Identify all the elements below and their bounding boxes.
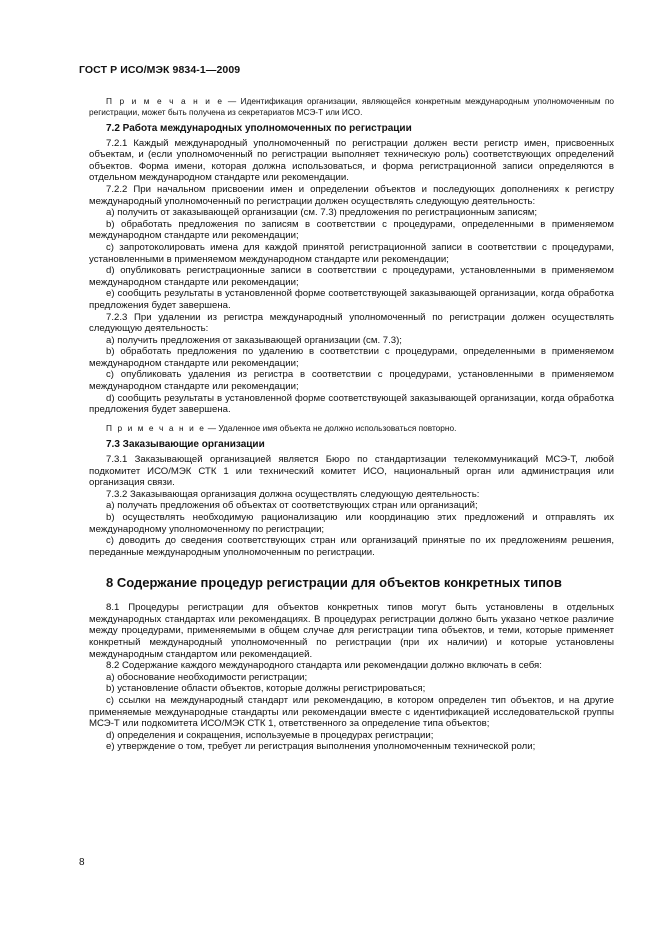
list-item: c) запротоколировать имена для каждой принятой регистрационной записи в соответствии с процедурами, установленными в применяемом международном стандарте или рекомендации; xyxy=(89,241,614,265)
list-item: a) обоснование необходимости регистрации; xyxy=(106,671,308,683)
list-item: b) установление области объектов, которые должны регистрироваться; xyxy=(106,683,426,695)
list-item: e) сообщить результаты в установленной форме соответствующей заказывающей организации, когда обработка предложения будет завершена. xyxy=(89,288,614,311)
list-item: d) опубликовать регистрационные записи в соответствии с процедурами, установленными в применяемом международном стандарте или рекомендации; xyxy=(89,265,614,288)
list-item: a) получить предложения от заказывающей организации (см. 7.3); xyxy=(106,334,402,346)
document-body xyxy=(89,96,614,753)
list-item: b) осуществлять необходимую рационализацию или координацию этих предложений и отправлять их международному уполномоченному по регистрации; xyxy=(89,511,614,535)
note-label: П р и м е ч а н и е xyxy=(106,422,206,433)
list-item: d) определения и сокращения, используемые в процедурах регистрации; xyxy=(106,729,434,741)
list-item: d) сообщить результаты в установленной форме соответствующей заказывающей организации, когда обработка предложения будет завершена. xyxy=(89,392,614,416)
paragraph-8-2: 8.2 Содержание каждого международного стандарта или рекомендации должно включать в себя: xyxy=(106,660,542,672)
section-heading-8: 8 Содержание процедур регистрации для объектов конкретных типов xyxy=(106,575,562,591)
note-label: П р и м е ч а н и е xyxy=(106,96,224,106)
note-deletion xyxy=(89,423,614,434)
document-header: ГОСТ Р ИСО/МЭК 9834-1—2009 xyxy=(79,64,241,76)
list-item: c) ссылки на международный стандарт или рекомендацию, в котором определен тип объектов, и на другие применяемые международные стандарты или рекомендации вместе с идентификацией исследовательской группы МСЭ-Т или подкомитета ИСО/МЭК СТК 1, ответственного за определение типа объектов; xyxy=(89,695,614,730)
note-identification xyxy=(89,96,614,117)
note-text: — Идентификация организации, являющейся конкретным международным уполномоченным по регистрации, может быть получена из секретариатов МСЭ-Т или ИСО. xyxy=(89,96,614,117)
list-item: a) получить от заказывающей организации (см. 7.3) предложения по регистрационным записям; xyxy=(106,207,538,219)
section-heading-7-3: 7.3 Заказывающие организации xyxy=(106,439,265,451)
list-item: c) доводить до сведения соответствующих стран или организаций принятые по их предложениям решения, переданные международным уполномоченным по регистрации. xyxy=(89,535,614,558)
section-heading-7-2: 7.2 Работа международных уполномоченных по регистрации xyxy=(106,123,412,134)
paragraph-7-3-1: 7.3.1 Заказывающей организацией является Бюро по стандартизации телекоммуникаций МСЭ-Т, любой подкомитет ИСО/МЭК СТК 1 или технический комитет ИСО, национальный орган или администрация или организация связи. xyxy=(89,453,614,489)
paragraph-7-2-2: 7.2.2 При начальном присвоении имен и определении объектов и последующих дополнениях к регистру международный уполномоченный по регистрации должен осуществлять следующую деятельность: xyxy=(89,183,614,207)
list-item: b) обработать предложения по записям в соответствии с процедурами, определенными в применяемом международном стандарте или рекомендации; xyxy=(89,218,614,242)
list-item: a) получать предложения об объектах от соответствующих стран или организаций; xyxy=(106,500,478,512)
page-number: 8 xyxy=(79,857,85,868)
paragraph-8-1: 8.1 Процедуры регистрации для объектов конкретных типов могут быть установлены в отдельных международных стандартах или рекомендациях. В процедурах регистрации должно быть указано четкое различие между процедурами, применяемыми в общем случае для регистрации типа объектов, и теми, которые применяет конкретный международный уполномоченный по регистрации (при их наличии) и которые установлены международным стандартом или рекомендацией. xyxy=(89,602,614,660)
list-item: e) утверждение о том, требует ли регистрация выполнения уполномоченным технической роли; xyxy=(106,741,536,753)
paragraph-7-3-2: 7.3.2 Заказывающая организация должна осуществлять следующую деятельность: xyxy=(106,488,480,500)
list-item: b) обработать предложения по удалению в соответствии с процедурами, определенными в применяемом международном стандарте или рекомендации; xyxy=(89,346,614,369)
note-text: — Удаленное имя объекта не должно использоваться повторно. xyxy=(205,422,457,433)
paragraph-7-2-1: 7.2.1 Каждый международный уполномоченный по регистрации должен вести регистр имен, присвоенных объектам, и (если уполномоченный по регистрации выполняет техническую роль) соответствующих определений объектов. Форма имени, которая должна использоваться, и форма регистрационной записи определяются в отдельном международном стандарте или рекомендации. xyxy=(89,137,614,184)
paragraph-7-2-3: 7.2.3 При удалении из регистра международный уполномоченный по регистрации должен осуществлять следующую деятельность: xyxy=(89,311,614,335)
list-item: c) опубликовать удаления из регистра в соответствии с процедурами, установленными в применяемом международном стандарте или рекомендации; xyxy=(89,369,614,393)
